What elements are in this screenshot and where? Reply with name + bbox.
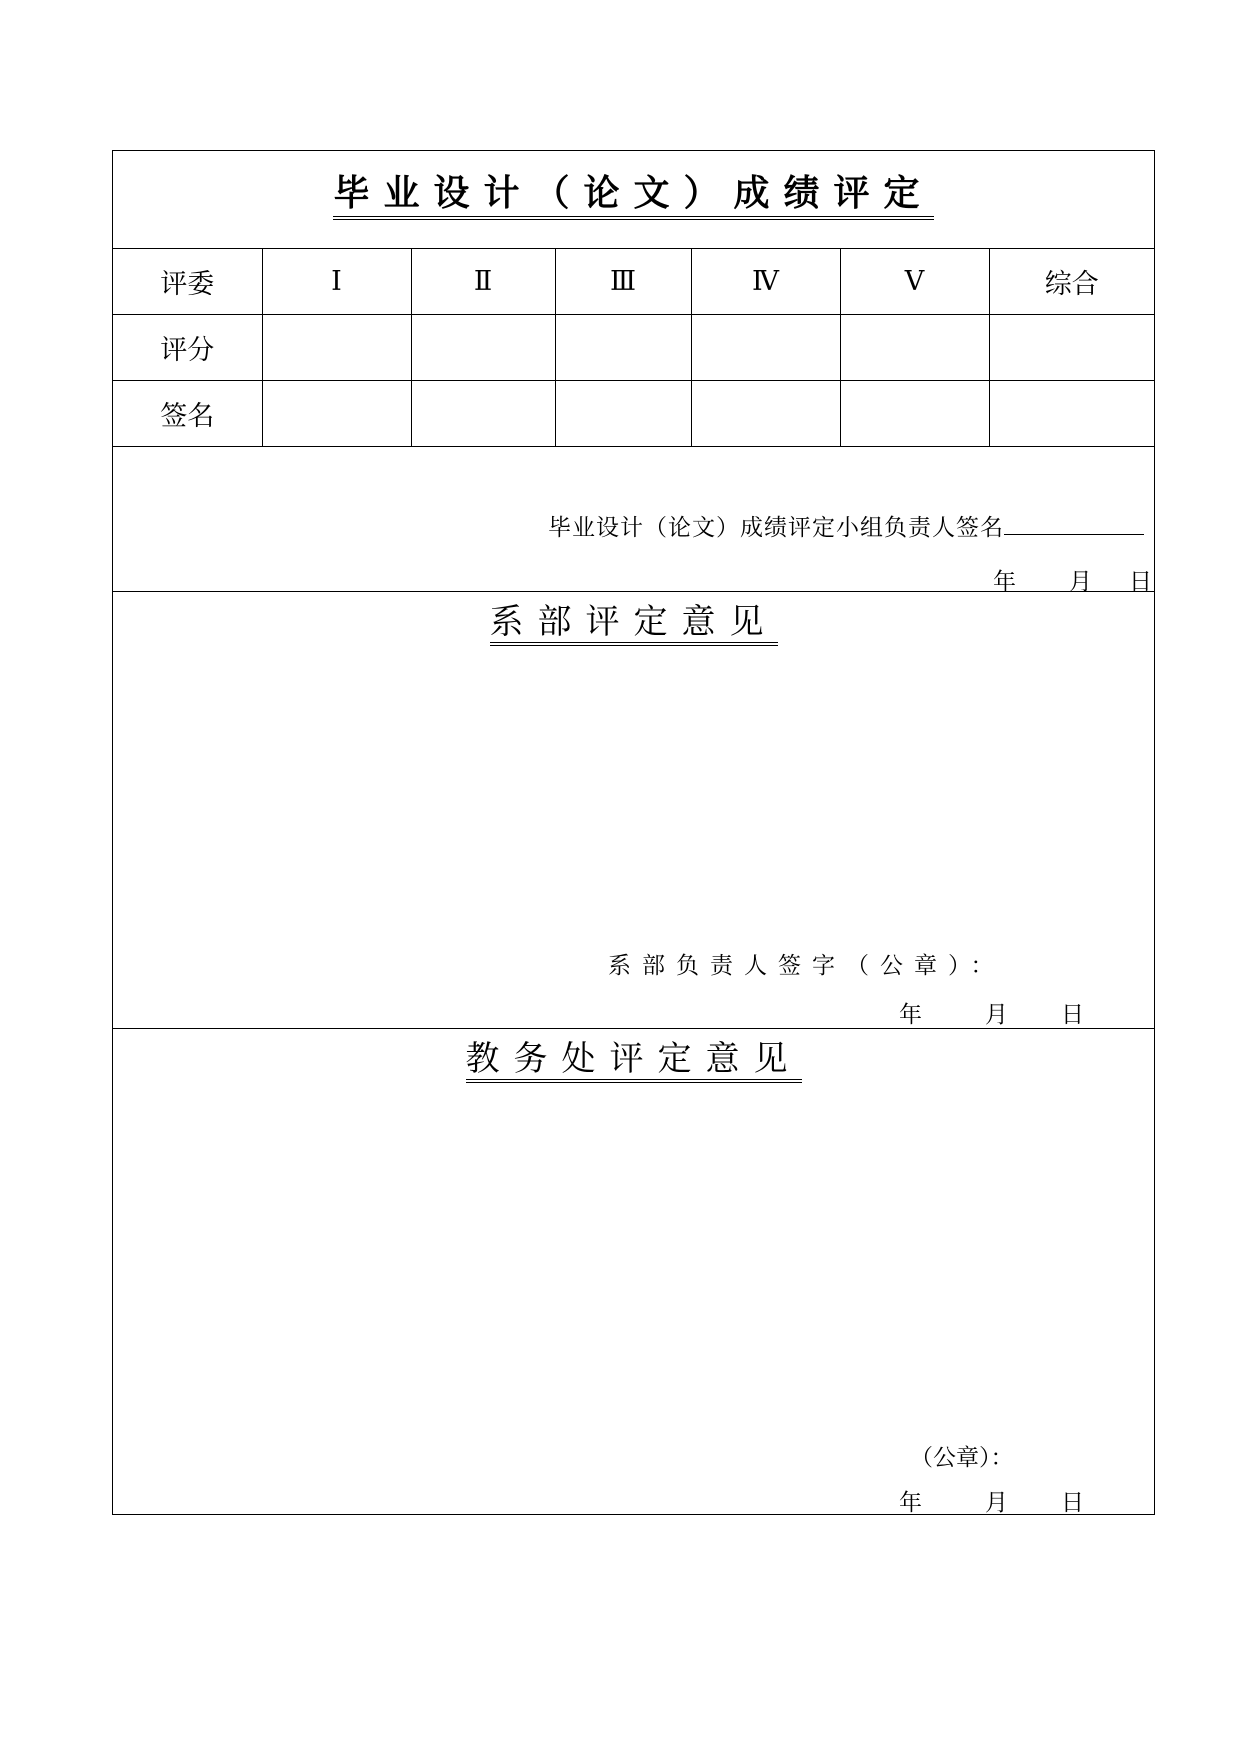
judge-5-signature-cell[interactable] [840, 381, 989, 447]
academic-office-opinion-title: 教务处评定意见 [466, 1040, 802, 1083]
total-signature-cell[interactable] [989, 381, 1154, 447]
judge-3-score-cell[interactable] [555, 315, 691, 381]
academic-office-opinion-section [113, 1029, 1154, 1514]
judges-header-row [113, 249, 1154, 315]
signature-row [113, 381, 1154, 447]
group-date-month: 月 [1069, 569, 1092, 595]
department-date-year: 年 [899, 1002, 922, 1028]
total-score-cell[interactable] [989, 315, 1154, 381]
judge-1-signature-cell[interactable] [262, 381, 411, 447]
judge-1-score-cell[interactable] [262, 315, 411, 381]
signature-label: 签名 [113, 381, 262, 447]
group-leader-signature-blank[interactable] [1004, 512, 1144, 535]
department-signature-label: 系部负责人签字（公章）： [608, 953, 1005, 979]
grade-evaluation-form [112, 150, 1155, 1515]
academic-office-date-day: 日 [1061, 1490, 1084, 1516]
judges-label: 评委 [113, 249, 262, 315]
score-row [113, 315, 1154, 381]
judge-4-signature-cell[interactable] [691, 381, 840, 447]
scores-table [113, 249, 1154, 446]
judge-5-header: Ⅴ [840, 249, 989, 315]
group-leader-signature-label: 毕业设计（论文）成绩评定小组负责人签名 [548, 515, 1004, 541]
department-date-day: 日 [1061, 1002, 1084, 1028]
department-opinion-title: 系部评定意见 [490, 603, 778, 646]
group-date-day: 日 [1129, 569, 1152, 595]
judge-4-header: Ⅳ [691, 249, 840, 315]
group-date-year: 年 [993, 569, 1016, 595]
judge-2-header: Ⅱ [411, 249, 555, 315]
department-date-month: 月 [985, 1002, 1008, 1028]
judge-2-score-cell[interactable] [411, 315, 555, 381]
judge-2-signature-cell[interactable] [411, 381, 555, 447]
department-opinion-section [113, 592, 1154, 1029]
total-header: 综合 [989, 249, 1154, 315]
judge-4-score-cell[interactable] [691, 315, 840, 381]
academic-office-date [899, 1484, 1099, 1514]
form-title [113, 173, 1154, 220]
form-title-text: 毕业设计（论文）成绩评定 [333, 173, 933, 220]
group-date [993, 563, 1153, 593]
judge-3-signature-cell[interactable] [555, 381, 691, 447]
academic-office-opinion-heading [113, 1039, 1154, 1083]
judge-5-score-cell[interactable] [840, 315, 989, 381]
department-date [899, 996, 1099, 1026]
academic-office-seal-label: （公章）： [910, 1445, 1014, 1471]
academic-office-date-year: 年 [899, 1490, 922, 1516]
group-leader-signature-line [548, 509, 1144, 542]
score-label: 评分 [113, 315, 262, 381]
academic-office-date-month: 月 [985, 1490, 1008, 1516]
judge-3-header: Ⅲ [555, 249, 691, 315]
group-signature-section [113, 446, 1154, 595]
judge-1-header: Ⅰ [262, 249, 411, 315]
title-row [113, 151, 1154, 249]
department-opinion-heading [113, 602, 1154, 646]
